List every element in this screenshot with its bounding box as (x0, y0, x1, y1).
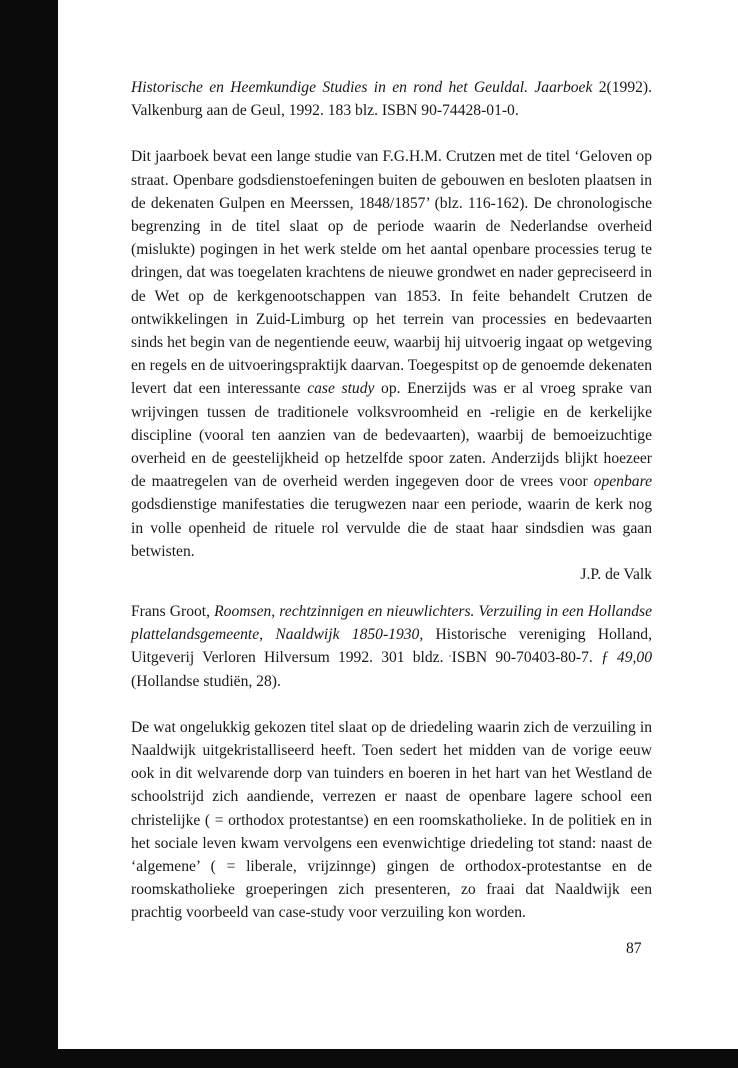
review-2-body: De wat ongelukkig gekozen titel slaat op de driedeling waarin zich de verzuiling in Naaldwijk uitgekristalliseerd heeft. Toen sedert het midden van de vorige eeuw ook in dit welvarende dorp van tuinders en boeren in het hart van het Westland de schoolstrijd zich aandiende, verrezen er naast de openbare lagere school een christelijke ( = orthodox protestantse) en een roomskatholieke. In de politiek en in het sociale leven kwam vervolgens een evenwichtige driedeling tot stand: naast de ‘algemene’ ( = liberale, vrijzinnge) gingen de orthodox-protestantse en de roomskatholieke groeperingen zich presenteren, zo fraai dat Naaldwijk een prachtig voorbeeld van case-study voor verzuiling kon worden. (131, 718, 652, 922)
review-1-signature: J.P. de Valk (580, 566, 652, 584)
review-1-body (131, 145, 652, 563)
scan-border-left (0, 0, 58, 1068)
review-1-body-italic-1: case study (307, 380, 375, 398)
review-2-price: ƒ 49,00 (600, 649, 652, 667)
review-1-body-part-1: Dit jaarboek bevat een lange studie van F.G.H.M. Crutzen met de titel ‘Geloven op straat. Openbare godsdienstoefeningen buiten de gebouwen en besloten plaatsen in de dekenaten Gulpen en Meerssen, 1848/1857’ (blz. 116-162). De chronologische begrenzing in de titel slaat op de periode waarin de Nederlandse overheid (mislukte) pogingen in het werk stelde om het aantal openbare processies terug te dringen, dat was toegelaten krachtens de nieuwe grondwet en nader gepreciseerd in de Wet op de kerkgenootschappen van 1853. In feite behandelt Crutzen de ontwikkelingen in Zuid-Limburg op het terrein van processies en bedevaarten sinds het begin van de negentiende eeuw, waarbij hij uitvoerig ingaat op wetgeving en regels en de uitvoeringspraktijk daarvan. Toegespitst op de genoemde dekenaten levert dat een interessante (131, 148, 652, 398)
review-1-body-part-2: op. Enerzijds was er al vroeg sprake van wrijvingen tussen de traditionele volksvroomheid en -religie en de kerkelijke discipline (vooral ten aanzien van de bedevaarten), waarbij de bemoeizuchtige overheid en de geestelijkheid op hetzelfde spoor zaten. Anderzijds blijkt hoezeer de maatregelen van de overheid werden ingegeven door de vrees voor (131, 380, 653, 491)
review-1-body-italic-2: openbare (593, 473, 652, 491)
review-1-title: Historische en Heemkundige Studies in en rond het Geuldal. Jaarboek (131, 79, 593, 96)
review-2-publication-details: Historische vereniging Holland, Uitgeverij Verloren Hilversum 1992. 301 bldz. ISBN 90-70403-80-7. (131, 626, 652, 667)
book-page (131, 76, 652, 976)
review-2-author: Frans Groot, (131, 603, 215, 620)
review-1-citation (131, 76, 652, 122)
review-2 (131, 600, 652, 925)
review-1-body-part-3: godsdienstige manifestaties die terugwezen naar een periode, waarin de kerk nog in volle openheid de rituele rol vervulde die de staat haar sindsdien was gaan betwisten. (131, 496, 652, 560)
page-number: 87 (626, 940, 642, 957)
review-2-title: Roomsen, rechtzinnigen en nieuwlichters. Verzuiling in een Hollandse plattelandsgemeente, Naaldwijk 1850-1930, (131, 603, 652, 644)
review-2-citation (131, 600, 652, 693)
review-2-series: (Hollandse studiën, 28). (131, 672, 281, 690)
review-1-publication-details: 2(1992). Valkenburg aan de Geul, 1992. 183 blz. ISBN 90-74428-01-0. (131, 79, 652, 120)
scan-border-bottom (0, 1049, 738, 1068)
